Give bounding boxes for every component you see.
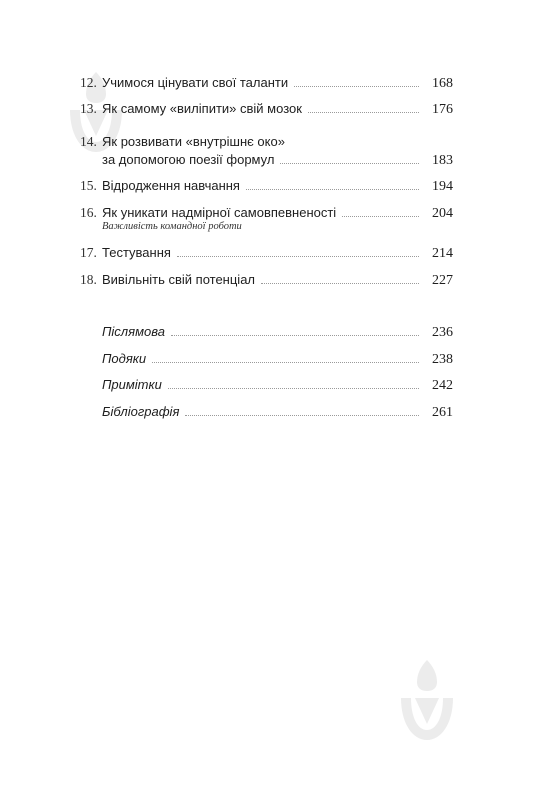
page-number: 227 bbox=[432, 273, 453, 288]
section-title: Бібліографія bbox=[102, 404, 180, 419]
chapter-number: 16. bbox=[80, 205, 97, 220]
chapter-title: Учимося цінувати свої таланти bbox=[102, 75, 289, 90]
dot-leader bbox=[177, 245, 419, 257]
chapter-title: Як уникати надмірної самовпевненості bbox=[102, 205, 337, 220]
page-number: 236 bbox=[432, 325, 453, 340]
section-title: Післямова bbox=[102, 324, 165, 339]
chapter-title-line1: Як розвивати «внутрішнє око» bbox=[102, 134, 285, 149]
chapter-subtitle: Важливість командної роботи bbox=[102, 221, 242, 232]
dot-leader bbox=[308, 101, 419, 113]
chapter-number: 12. bbox=[80, 75, 97, 90]
page-number: 204 bbox=[432, 206, 453, 221]
pen-nib-logo-icon bbox=[393, 658, 461, 742]
page-number: 261 bbox=[432, 405, 453, 420]
page-number: 214 bbox=[432, 246, 453, 261]
chapter-number: 17. bbox=[80, 245, 97, 260]
dot-leader bbox=[168, 377, 419, 389]
chapter-number: 15. bbox=[80, 178, 97, 193]
page-number: 183 bbox=[432, 153, 453, 168]
dot-leader bbox=[342, 205, 419, 217]
section-title: Примітки bbox=[102, 377, 162, 392]
dot-leader bbox=[246, 178, 419, 190]
chapter-number: 13. bbox=[80, 101, 97, 116]
page-number: 168 bbox=[432, 76, 453, 91]
section-title: Подяки bbox=[102, 351, 147, 366]
page-number: 194 bbox=[432, 179, 453, 194]
page-number: 242 bbox=[432, 378, 453, 393]
chapter-title: за допомогою поезії формул bbox=[102, 152, 275, 167]
chapter-title: Тестування bbox=[102, 245, 171, 260]
chapter-title: Відродження навчання bbox=[102, 178, 240, 193]
page-number: 176 bbox=[432, 102, 453, 117]
chapter-number: 14. bbox=[80, 134, 97, 149]
dot-leader bbox=[185, 404, 419, 416]
chapter-title: Як самому «виліпити» свій мозок bbox=[102, 101, 302, 116]
dot-leader bbox=[261, 272, 419, 284]
page-number: 238 bbox=[432, 352, 453, 367]
chapter-title: Вивільніть свій потенціал bbox=[102, 272, 256, 287]
chapter-number: 18. bbox=[80, 272, 97, 287]
dot-leader bbox=[171, 324, 419, 336]
dot-leader bbox=[280, 152, 419, 164]
dot-leader bbox=[294, 75, 419, 87]
dot-leader bbox=[152, 351, 419, 363]
